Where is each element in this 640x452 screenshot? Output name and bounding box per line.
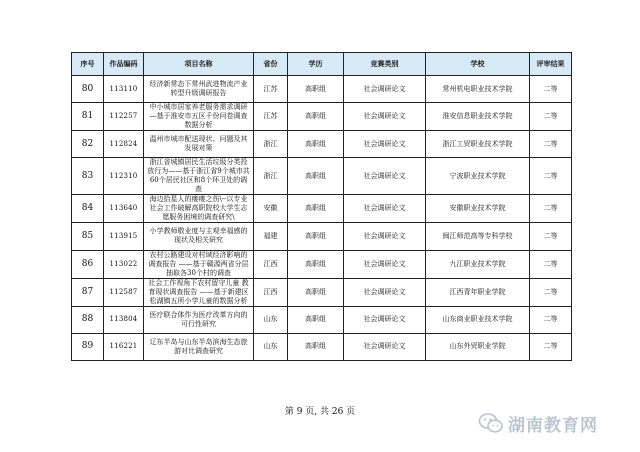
cell-education: 高职组 [288, 131, 344, 158]
header-cell-school: 学校 [426, 53, 530, 76]
cell-project-name: 医疗联合体作为医疗改革方向的可行性研究 [144, 306, 254, 333]
cell-school: 江西青年职业学院 [426, 278, 530, 306]
header-cell-province: 省份 [254, 53, 288, 76]
table-row [72, 131, 572, 158]
cell-education: 高职组 [288, 278, 344, 306]
cell-province: 江苏 [254, 103, 288, 131]
cell-result: 二等 [530, 333, 572, 360]
cell-project-name: 海边拾星人的瘘瘘之伤\--以专业社会工作破解高职院校大学生志愿服务困境的调查研究\ [144, 195, 254, 223]
cell-education: 高职组 [288, 76, 344, 103]
results-table [71, 52, 572, 361]
table-row [72, 333, 572, 360]
cell-result: 二等 [530, 278, 572, 306]
cell-project-name: 农村公路建设对村域经济影响的调查报告 ——基于赣源两省分层抽取各30个村的调查 [144, 250, 254, 278]
results-table-container [71, 52, 571, 361]
table-row [72, 223, 572, 250]
header-cell-education: 学历 [288, 53, 344, 76]
cell-education: 高职组 [288, 333, 344, 360]
cell-province: 浙江 [254, 131, 288, 158]
cell-no: 84 [72, 195, 104, 223]
cell-result: 二等 [530, 103, 572, 131]
cell-education: 高职组 [288, 103, 344, 131]
table-row [72, 306, 572, 333]
cell-education: 高职组 [288, 223, 344, 250]
cell-no: 86 [72, 250, 104, 278]
header-cell-code: 作品编码 [104, 53, 144, 76]
cell-school: 宁波职业技术学院 [426, 158, 530, 195]
cell-project-name: 辽东半岛与山东半岛滨海生态旅游对比调查研究 [144, 333, 254, 360]
cell-result: 二等 [530, 223, 572, 250]
cell-code: 113022 [104, 250, 144, 278]
cell-no: 83 [72, 158, 104, 195]
cell-category: 社会调研论文 [344, 306, 426, 333]
table-row [72, 278, 572, 306]
cell-no: 85 [72, 223, 104, 250]
cell-province: 浙江 [254, 158, 288, 195]
cell-result: 二等 [530, 306, 572, 333]
cell-no: 80 [72, 76, 104, 103]
cell-code: 112824 [104, 131, 144, 158]
cell-code: 112257 [104, 103, 144, 131]
cell-province: 安徽 [254, 195, 288, 223]
header-cell-no: 序号 [72, 53, 104, 76]
cell-category: 社会调研论文 [344, 278, 426, 306]
cell-education: 高职组 [288, 195, 344, 223]
cell-result: 二等 [530, 158, 572, 195]
table-row [72, 195, 572, 223]
cell-code: 116221 [104, 333, 144, 360]
cell-result: 二等 [530, 76, 572, 103]
cell-category: 社会调研论文 [344, 103, 426, 131]
cell-category: 社会调研论文 [344, 333, 426, 360]
cell-school: 闽江师范高等专科学校 [426, 223, 530, 250]
table-row [72, 103, 572, 131]
watermark [478, 411, 598, 435]
cell-school: 山东商业职业技术学院 [426, 306, 530, 333]
cell-project-name: 浙江省城镇居民生活垃圾分类投放行为——基于浙江省9个城市共60个居民社区和8个环卫处的调查 [144, 158, 254, 195]
cell-province: 福建 [254, 223, 288, 250]
cell-school: 安徽职业技术学院 [426, 195, 530, 223]
cell-category: 社会调研论文 [344, 250, 426, 278]
table-row [72, 76, 572, 103]
cell-no: 81 [72, 103, 104, 131]
cell-school: 淮安信息职业技术学院 [426, 103, 530, 131]
cell-category: 社会调研论文 [344, 223, 426, 250]
cell-category: 社会调研论文 [344, 131, 426, 158]
cell-code: 113804 [104, 306, 144, 333]
cell-result: 二等 [530, 195, 572, 223]
header-cell-result: 评审结果 [530, 53, 572, 76]
cell-code: 113640 [104, 195, 144, 223]
cell-school: 常州机电职业技术学院 [426, 76, 530, 103]
cell-province: 江西 [254, 250, 288, 278]
cell-result: 二等 [530, 250, 572, 278]
table-row [72, 158, 572, 195]
cell-no: 88 [72, 306, 104, 333]
cell-province: 江苏 [254, 76, 288, 103]
cell-school: 山东外贸职业学院 [426, 333, 530, 360]
watermark-text: 湖南教育网 [508, 415, 598, 436]
cell-no: 89 [72, 333, 104, 360]
cell-no: 87 [72, 278, 104, 306]
cell-education: 高职组 [288, 306, 344, 333]
cell-code: 112587 [104, 278, 144, 306]
cell-province: 山东 [254, 333, 288, 360]
cell-project-name: 小学教师敬业度与主观幸福感的现状及相关研究 [144, 223, 254, 250]
cell-school: 九江职业技术学院 [426, 250, 530, 278]
cell-project-name: 中小城市居家养老服务需求调研—基于淮安市五区千份问卷调查数据分析 [144, 103, 254, 131]
cell-project-name: 经济新常态下常州武进物流产业转型升级调研报告 [144, 76, 254, 103]
cell-result: 二等 [530, 131, 572, 158]
cell-code: 113110 [104, 76, 144, 103]
cell-category: 社会调研论文 [344, 158, 426, 195]
header-cell-category: 竞赛类别 [344, 53, 426, 76]
cell-education: 高职组 [288, 158, 344, 195]
page-number-footer: 第 9 页, 共 26 页 [284, 407, 356, 417]
cell-province: 山东 [254, 306, 288, 333]
cell-province: 江西 [254, 278, 288, 306]
table-row [72, 250, 572, 278]
cell-no: 82 [72, 131, 104, 158]
cell-project-name: 温州市城市配送现状、问题及其发展对策 [144, 131, 254, 158]
cell-code: 113915 [104, 223, 144, 250]
cell-school: 浙江工贸职业技术学院 [426, 131, 530, 158]
cell-education: 高职组 [288, 250, 344, 278]
wechat-logo-icon [478, 411, 504, 435]
cell-category: 社会调研论文 [344, 76, 426, 103]
cell-code: 112310 [104, 158, 144, 195]
header-cell-name: 项目名称 [144, 53, 254, 76]
table-header-row [72, 53, 572, 76]
cell-project-name: 社会工作视角下农村留守儿童 教育现状调查报告 ——基于新建区松湖镇五所小学儿童的数据分析 [144, 278, 254, 306]
cell-category: 社会调研论文 [344, 195, 426, 223]
